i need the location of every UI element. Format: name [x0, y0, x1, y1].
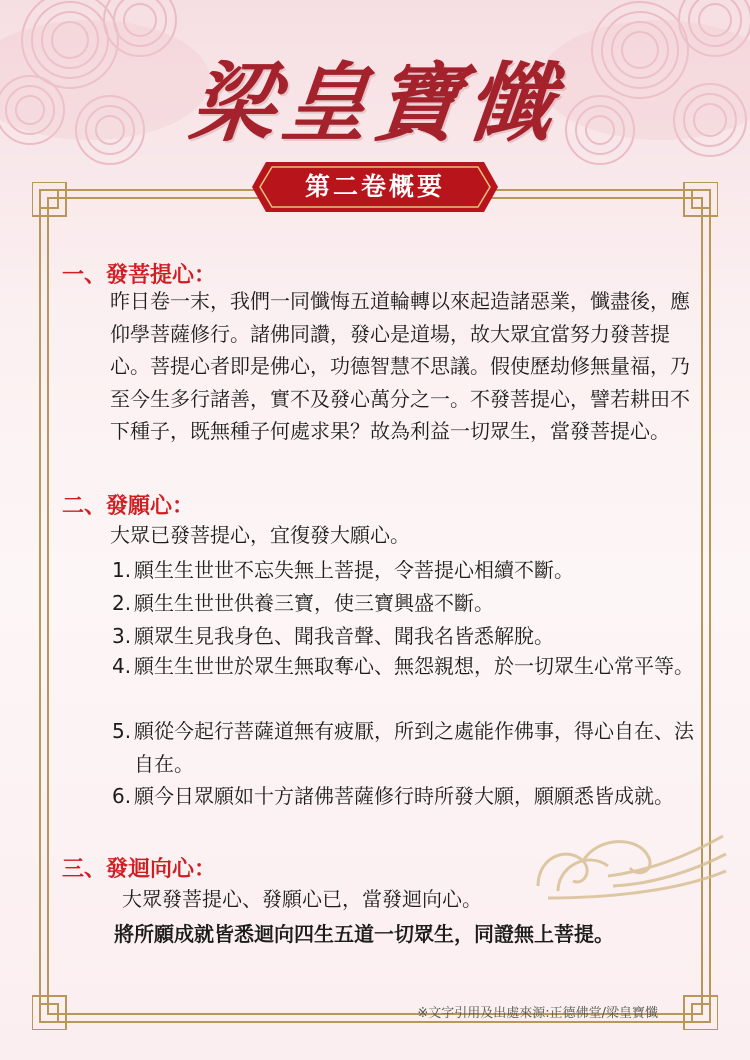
vow-item	[112, 620, 702, 653]
vow-item	[112, 587, 702, 620]
vow-number: 6.	[112, 784, 132, 808]
vow-text: 願眾生見我身色、聞我音聲、聞我名皆悉解脫。	[134, 624, 554, 648]
section-heading-1: 一、發菩提心：	[62, 263, 217, 288]
vow-number: 1.	[112, 558, 132, 582]
vow-text: 願生生世世供養三寶，使三寶興盛不斷。	[134, 591, 494, 615]
vow-text: 願生生世世於眾生無取奪心、無怨親想，於一切眾生心常平等。	[134, 654, 694, 678]
section-3-line-2: 將所願成就皆悉迴向四生五道一切眾生，同證無上菩提。	[114, 922, 614, 946]
section-heading-3: 三、發迴向心：	[62, 857, 217, 882]
section-2-intro: 大眾已發菩提心，宜復發大願心。	[110, 523, 410, 547]
vow-item	[112, 650, 702, 683]
vow-text: 願從今起行菩薩道無有疲厭，所到之處能作佛事，得心自在、法自在。	[134, 719, 694, 776]
vow-number: 4.	[112, 654, 132, 678]
cloud-swirl-decoration	[528, 816, 728, 906]
section-heading-2: 二、發願心：	[62, 494, 195, 519]
vow-item	[112, 554, 702, 587]
section-3-line-1: 大眾發菩提心、發願心已，當發迴向心。	[122, 887, 482, 911]
section-1-paragraph: 昨日卷一末，我們一同懺悔五道輪轉以來起造諸惡業，懺盡後，應仰學菩薩修行。諸佛同讚，發心是道場，故大眾宜當努力發菩提心。菩提心者即是佛心，功德智慧不思議。假使歷劫修無量福，乃至今生多行諸善，實不及發心萬分之一。不發菩提心，譬若耕田不下種子，既無種子何處求果？故為利益一切眾生，當發菩提心。	[110, 289, 690, 443]
vow-item	[112, 715, 702, 781]
subtitle: 第二卷概要	[304, 172, 445, 201]
vow-number: 2.	[112, 591, 132, 615]
source-citation: ※文字引用及出處來源:正德佛堂/梁皇寶懺	[417, 1006, 658, 1021]
vow-number: 5.	[112, 719, 132, 743]
vow-text: 願今日眾願如十方諸佛菩薩修行時所發大願，願願悉皆成就。	[134, 784, 674, 808]
vow-text: 願生生世世不忘失無上菩提，令菩提心相續不斷。	[134, 558, 574, 582]
page-title: 梁皇寶懺	[184, 53, 564, 154]
vow-number: 3.	[112, 624, 132, 648]
vow-item	[112, 780, 702, 813]
